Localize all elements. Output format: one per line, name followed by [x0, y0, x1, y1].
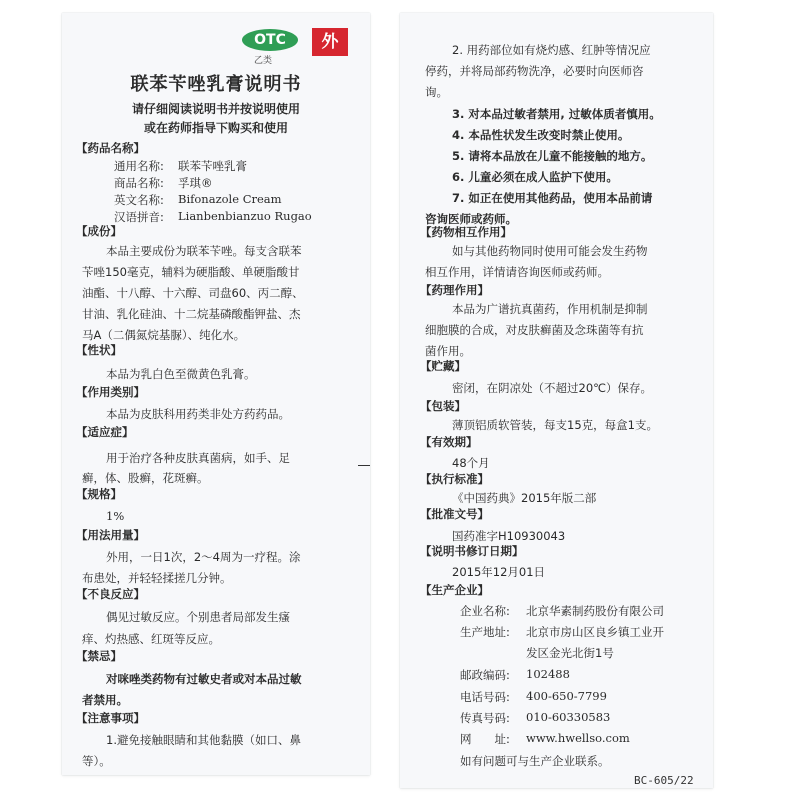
web-label: 网 址:: [460, 732, 510, 746]
interactions-line: 相互作用，详情请咨询医师或药师。: [425, 265, 609, 279]
fold-mark: [358, 465, 370, 466]
pharmacology-line: 本品为广谱抗真菌药，作用机制是抑制: [452, 302, 648, 316]
contact-note: 如有问题可与生产企业联系。: [460, 754, 610, 768]
revision-text: 2015年12月01日: [452, 565, 546, 579]
contraindications-line: 对咪唑类药物有过敏史者或对本品过敏: [106, 672, 302, 686]
composition-line: 马A（二偶氮烷基脲）、纯化水。: [82, 328, 246, 342]
precautions-line: 1.避免接触眼睛和其他黏膜（如口、鼻: [106, 733, 301, 747]
phone-label: 电话号码:: [460, 690, 510, 704]
pinyin-label: 汉语拼音:: [114, 210, 164, 224]
trade-value: 孚琪®: [178, 176, 213, 190]
heading-specification: 【 规格 】: [76, 486, 122, 502]
specification-text: 1%: [106, 509, 125, 523]
generic-label: 通用名称:: [114, 159, 164, 173]
english-value: Bifonazole Cream: [178, 192, 282, 206]
precautions-line: 3. 对本品过敏者禁用, 过敏体质者慎用。: [452, 107, 661, 121]
precautions-line: 7. 如正在使用其他药品，使用本品前请: [452, 191, 653, 205]
english-label: 英文名称:: [114, 193, 164, 207]
heading-standard: 【 执行标准 】: [420, 471, 489, 487]
heading-validity: 【 有效期 】: [420, 434, 478, 450]
properties-text: 本品为乳白色至微黄色乳膏。: [106, 367, 256, 381]
heading-indications: 【 适应症 】: [76, 424, 134, 440]
heading-precautions: 【 注意事项 】: [76, 710, 145, 726]
heading-revision-date: 【 说明书修订日期 】: [420, 543, 524, 559]
interactions-line: 如与其他药物同时使用可能会发生药物: [452, 244, 648, 258]
category-text: 本品为皮肤科用药类非处方药药品。: [106, 407, 290, 421]
heading-approval: 【 批准文号 】: [420, 506, 489, 522]
heading-properties: 【 性状 】: [76, 342, 122, 358]
company-name-value: 北京华素制药股份有限公司: [526, 604, 664, 618]
pharmacology-line: 细胞膜的合成，对皮肤癣菌及念珠菌等有抗: [425, 323, 644, 337]
pharmacology-line: 菌作用。: [425, 344, 471, 358]
web-value: www.hwellso.com: [526, 731, 630, 745]
precautions-line: 2. 用药部位如有烧灼感、红肿等情况应: [452, 43, 651, 57]
validity-text: 48个月: [452, 456, 490, 470]
document-code: BC-605/22: [634, 774, 694, 787]
address-value: 发区金光北街1号: [526, 646, 614, 660]
zip-value: 102488: [526, 667, 570, 681]
heading-storage: 【 贮藏 】: [420, 358, 466, 374]
composition-line: 甘油、乳化硅油、十二烷基磷酸酯钾盐、杰: [82, 307, 301, 321]
trade-label: 商品名称:: [114, 176, 164, 190]
adverse-line: 偶见过敏反应。个别患者局部发生瘙: [106, 610, 290, 624]
heading-interactions: 【 药物相互作用 】: [420, 224, 512, 240]
standard-text: 《中国药典》2015年版二部: [452, 491, 597, 505]
composition-line: 油酯、十八醇、十六醇、司盘60、丙二醇、: [82, 286, 304, 300]
instruction-line-1: 请仔细阅读说明书并按说明使用: [131, 102, 300, 116]
otc-category: 乙类: [254, 56, 273, 66]
external-use-badge: 外: [312, 28, 348, 56]
indications-line: 癣，体、股癣，花斑癣。: [82, 471, 209, 485]
heading-manufacturer: 【 生产企业 】: [420, 582, 489, 598]
composition-line: 苄唑150毫克，辅料为硬脂酸、单硬脂酸甘: [82, 265, 300, 279]
address-label: 生产地址:: [460, 625, 510, 639]
precautions-line: 等）。: [82, 754, 111, 768]
zip-label: 邮政编码:: [460, 668, 510, 682]
page-title: 联苯苄唑乳膏说明书: [130, 74, 302, 95]
otc-badge: OTC: [242, 29, 298, 51]
approval-text: 国药准字H10930043: [452, 529, 566, 543]
composition-line: 本品主要成份为联苯苄唑。每支含联苯: [106, 244, 302, 258]
address-value: 北京市房山区良乡镇工业开: [526, 625, 664, 639]
heading-composition: 【 成份 】: [76, 223, 122, 239]
precautions-line: 4. 本品性状发生改变时禁止使用。: [452, 128, 630, 142]
heading-pharmacology: 【 药理作用 】: [420, 282, 489, 298]
precautions-line: 停药，并将局部药物洗净，必要时向医师咨: [425, 64, 644, 78]
instruction-line-2: 或在药师指导下购买和使用: [143, 121, 288, 135]
heading-category: 【 作用类别 】: [76, 384, 145, 400]
precautions-line: 5. 请将本品放在儿童不能接触的地方。: [452, 149, 653, 163]
precautions-line: 询。: [425, 85, 448, 99]
adverse-line: 痒、灼热感、红斑等反应。: [82, 632, 220, 646]
dosage-line: 布患处，并轻轻揉搓几分钟。: [82, 571, 232, 585]
phone-value: 400-650-7799: [526, 689, 607, 703]
precautions-line: 6. 儿童必须在成人监护下使用。: [452, 170, 618, 184]
pinyin-value: Lianbenbianzuo Rugao: [178, 209, 312, 223]
package-text: 薄顶铝质软管装，每支15克，每盒1支。: [452, 418, 658, 432]
storage-text: 密闭，在阴凉处（不超过20℃）保存。: [452, 381, 653, 395]
heading-contraindications: 【 禁忌 】: [76, 648, 122, 664]
dosage-line: 外用，一日1次，2～4周为一疗程。涂: [106, 550, 301, 564]
fax-label: 传真号码:: [460, 711, 510, 725]
generic-value: 联苯苄唑乳膏: [178, 159, 247, 173]
heading-adverse-reactions: 【 不良反应 】: [76, 586, 145, 602]
heading-dosage: 【 用法用量 】: [76, 527, 145, 543]
indications-line: 用于治疗各种皮肤真菌病，如手、足: [106, 451, 290, 465]
heading-drug-name: 【 药品名称 】: [76, 140, 145, 156]
contraindications-line: 者禁用。: [82, 693, 128, 707]
precautions-line: 咨询医师或药师。: [425, 212, 517, 226]
heading-package: 【 包装 】: [420, 398, 466, 414]
company-name-label: 企业名称:: [460, 604, 510, 618]
fax-value: 010-60330583: [526, 710, 611, 724]
